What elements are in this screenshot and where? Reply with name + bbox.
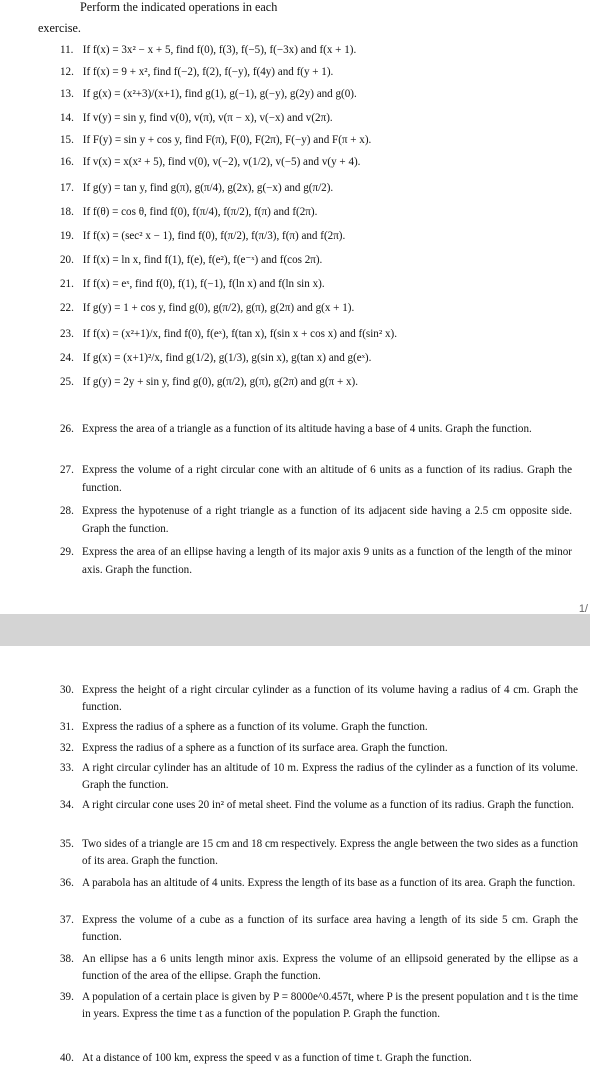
exercise-number: 31. [60, 721, 74, 733]
page-number: 1/ [578, 603, 588, 615]
word-problem-item [60, 951, 578, 986]
exercise-text: If f(x) = (sec² x − 1), find f(0), f(π/2), f(π/3), f(π) and f(2π). [80, 230, 346, 242]
instructions-line-1: Perform the indicated operations in each [80, 0, 278, 14]
exercise-text: Express the volume of a right circular cone with an altitude of 6 units as a function of its radius. Graph the function. [82, 464, 572, 495]
exercise-item [60, 374, 358, 391]
exercise-text: Express the area of an ellipse having a length of its major axis 9 units as a function of the length of the minor axis. Graph the function. [82, 546, 572, 577]
word-problem-item [60, 420, 572, 438]
exercise-number: 32. [60, 742, 74, 754]
exercise-text: If f(x) = ln x, find f(1), f(e), f(e²), f(e⁻ˣ) and f(cos 2π). [80, 254, 323, 266]
exercise-text: If g(x) = (x²+3)/(x+1), find g(1), g(−1), g(−y), g(2y) and g(0). [80, 88, 357, 100]
exercise-number: 24. [60, 352, 74, 364]
exercise-text: If f(x) = 9 + x², find f(−2), f(2), f(−y), f(4y) and f(y + 1). [80, 66, 334, 78]
exercise-number: 18. [60, 206, 74, 218]
exercise-text: If f(x) = 3x² − x + 5, find f(0), f(3), f(−5), f(−3x) and f(x + 1). [80, 44, 357, 56]
exercise-number: 14. [60, 112, 74, 124]
exercise-number: 11. [60, 44, 74, 56]
exercise-item [60, 228, 345, 245]
exercise-number: 13. [60, 88, 74, 100]
word-problem-item [60, 682, 578, 717]
word-problem-item [60, 912, 578, 947]
exercise-number: 40. [60, 1052, 74, 1064]
exercise-text: An ellipse has a 6 units length minor axis. Express the volume of an ellipsoid generated by the ellipse as a function of the area of the ellipse. Graph the function. [82, 953, 578, 983]
page-separator [0, 614, 590, 646]
exercise-text: If f(x) = (x²+1)/x, find f(0), f(eˣ), f(tan x), f(sin x + cos x) and f(sin² x). [80, 328, 397, 340]
word-problem-item [60, 797, 578, 814]
exercise-text: Express the volume of a cube as a function of its surface area having a length of its side 5 cm. Graph the function. [82, 914, 578, 944]
exercise-number: 23. [60, 328, 74, 340]
exercise-number: 17. [60, 182, 74, 194]
exercise-number: 30. [60, 684, 74, 696]
word-problem-item [60, 1050, 578, 1067]
exercise-text: Express the radius of a sphere as a function of its volume. Graph the function. [82, 721, 428, 733]
exercise-number: 37. [60, 914, 74, 926]
word-problem-item [60, 502, 572, 538]
word-problem-item [60, 875, 578, 892]
exercise-number: 39. [60, 991, 74, 1003]
exercise-item [60, 154, 360, 171]
word-problem-item [60, 740, 578, 757]
exercise-number: 20. [60, 254, 74, 266]
exercise-item [60, 300, 354, 317]
exercise-item [60, 350, 371, 367]
exercise-item [60, 204, 317, 221]
exercise-text: If g(y) = tan y, find g(π), g(π/4), g(2x), g(−x) and g(π/2). [80, 182, 334, 194]
exercise-text: Express the height of a right circular cylinder as a function of its volume having a radius of 4 cm. Graph the function. [82, 684, 578, 714]
exercise-item [60, 276, 325, 293]
exercise-item [60, 64, 333, 81]
exercise-text: Express the area of a triangle as a function of its altitude having a base of 4 units. Graph the function. [82, 423, 532, 435]
exercise-text: At a distance of 100 km, express the speed v as a function of time t. Graph the function. [82, 1052, 472, 1064]
exercise-number: 28. [60, 505, 74, 517]
word-problem-item [60, 461, 572, 497]
exercise-number: 33. [60, 762, 74, 774]
exercise-text: Express the radius of a sphere as a function of its surface area. Graph the function. [82, 742, 448, 754]
exercise-number: 29. [60, 546, 74, 558]
exercise-item [60, 252, 322, 269]
exercise-number: 19. [60, 230, 74, 242]
exercise-number: 22. [60, 302, 74, 314]
exercise-number: 21. [60, 278, 74, 290]
word-problem-item [60, 760, 578, 795]
exercise-text: If f(θ) = cos θ, find f(0), f(π/4), f(π/2), f(π) and f(2π). [80, 206, 318, 218]
exercise-number: 38. [60, 953, 74, 965]
exercise-text: If g(y) = 2y + sin y, find g(0), g(π/2), g(π), g(2π) and g(π + x). [80, 376, 358, 388]
exercise-number: 27. [60, 464, 74, 476]
exercise-number: 35. [60, 838, 74, 850]
exercise-number: 12. [60, 66, 74, 78]
exercise-number: 36. [60, 877, 74, 889]
exercise-text: A right circular cylinder has an altitude of 10 m. Express the radius of the cylinder as a function of its volume. Graph the function. [82, 762, 578, 792]
exercise-number: 25. [60, 376, 74, 388]
exercise-text: If f(x) = eˣ, find f(0), f(1), f(−1), f(ln x) and f(ln sin x). [80, 278, 325, 290]
exercise-item [60, 132, 371, 149]
exercise-text: Two sides of a triangle are 15 cm and 18 cm respectively. Express the angle between the two sides as a function of its area. Graph the function. [82, 838, 578, 868]
exercise-text: Express the hypotenuse of a right triangle as a function of its adjacent side having a 2.5 cm opposite side. Graph the function. [82, 505, 572, 536]
exercise-text: If F(y) = sin y + cos y, find F(π), F(0), F(2π), F(−y) and F(π + x). [80, 134, 372, 146]
exercise-text: If g(x) = (x+1)²/x, find g(1/2), g(1/3), g(sin x), g(tan x) and g(eˣ). [80, 352, 372, 364]
exercise-number: 34. [60, 799, 74, 811]
exercise-text: A parabola has an altitude of 4 units. Express the length of its base as a function of its area. Graph the function. [82, 877, 576, 889]
exercise-text: If g(y) = 1 + cos y, find g(0), g(π/2), g(π), g(2π) and g(x + 1). [80, 302, 355, 314]
instructions-line-2: exercise. [38, 21, 81, 35]
exercise-text: If v(y) = sin y, find v(0), v(π), v(π − x), v(−x) and v(2π). [80, 112, 333, 124]
word-problem-item [60, 719, 578, 736]
exercise-item [60, 326, 397, 343]
exercise-item [60, 42, 356, 59]
word-problem-item [60, 989, 578, 1024]
exercise-number: 15. [60, 134, 74, 146]
exercise-text: A right circular cone uses 20 in² of metal sheet. Find the volume as a function of its radius. Graph the function. [82, 799, 574, 811]
exercise-number: 26. [60, 423, 74, 435]
word-problem-item [60, 543, 572, 579]
exercise-number: 16. [60, 156, 74, 168]
exercise-text: If v(x) = x(x² + 5), find v(0), v(−2), v(1/2), v(−5) and v(y + 4). [80, 156, 361, 168]
exercise-item [60, 180, 333, 197]
word-problem-item [60, 836, 578, 871]
exercise-item [60, 86, 357, 103]
exercise-item [60, 110, 333, 127]
exercise-text: A population of a certain place is given by P = 8000e^0.457t, where P is the present population and t is the time in years. Express the time t as a function of the population P. Graph the function. [82, 991, 578, 1021]
